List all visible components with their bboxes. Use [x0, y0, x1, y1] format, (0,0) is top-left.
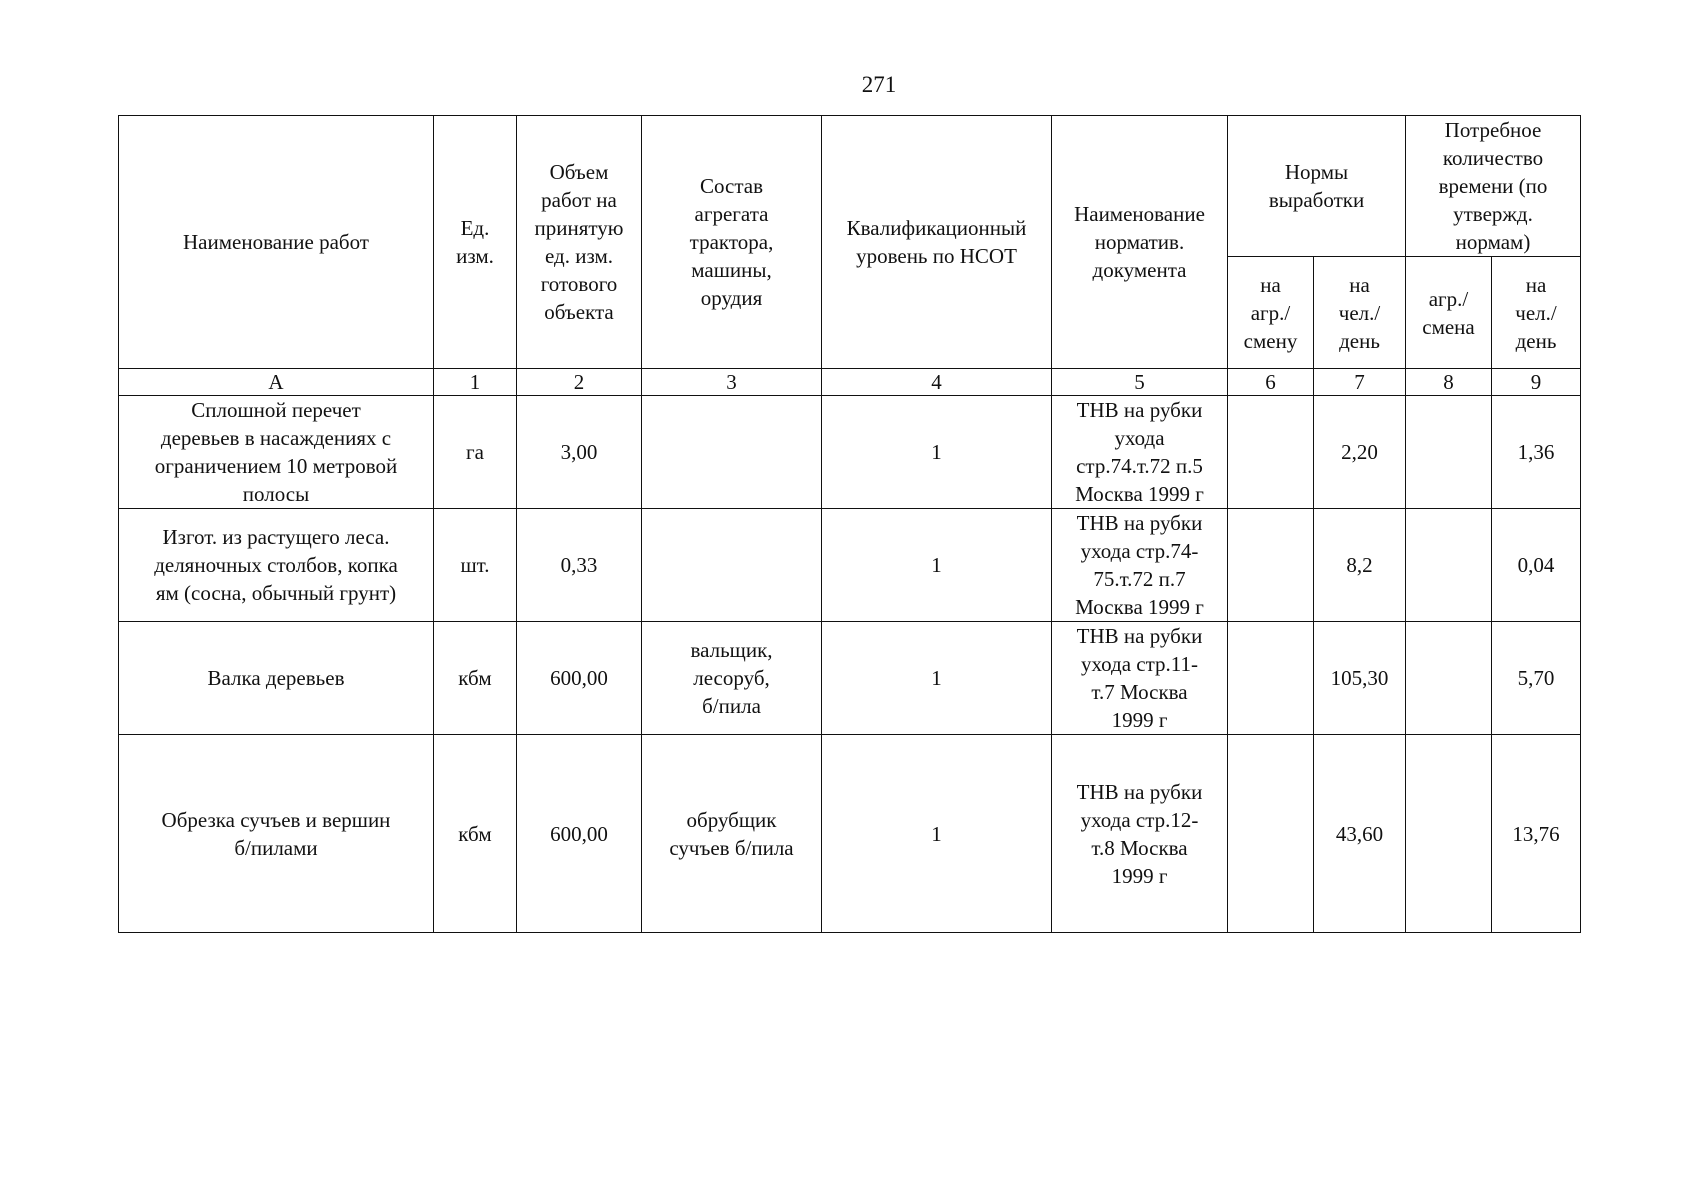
cell-qualification: 1	[822, 735, 1052, 933]
cell-volume: 3,00	[517, 396, 642, 509]
cell-work-name: Изгот. из растущего леса. деляночных столбов, копка ям (сосна, обычный грунт)	[119, 509, 434, 622]
page-number: 271	[861, 72, 897, 97]
cell-unit: кбм	[434, 735, 517, 933]
cell-norm-per-unit	[1228, 622, 1314, 735]
header-qualification: Квалификационный уровень по НСОТ	[822, 116, 1052, 369]
column-index: 7	[1314, 369, 1406, 396]
header-unit: Ед. изм.	[434, 116, 517, 369]
header-row	[119, 116, 1581, 257]
column-index: А	[119, 369, 434, 396]
cell-volume: 600,00	[517, 622, 642, 735]
cell-work-name: Валка деревьев	[119, 622, 434, 735]
header-time-per-unit: агр./ смена	[1406, 257, 1492, 369]
cell-norm-per-person: 8,2	[1314, 509, 1406, 622]
cell-unit: кбм	[434, 622, 517, 735]
cell-document: ТНВ на рубки ухода стр.12- т.8 Москва 1999 г	[1052, 735, 1228, 933]
column-index: 3	[642, 369, 822, 396]
cell-composition: вальщик, лесоруб, б/пила	[642, 622, 822, 735]
header-document: Наименование норматив. документа	[1052, 116, 1228, 369]
header-work-name: Наименование работ	[119, 116, 434, 369]
work-norms-table	[118, 115, 1581, 933]
cell-qualification: 1	[822, 622, 1052, 735]
cell-unit: га	[434, 396, 517, 509]
cell-volume: 600,00	[517, 735, 642, 933]
cell-time-per-unit	[1406, 509, 1492, 622]
cell-qualification: 1	[822, 509, 1052, 622]
cell-time-per-person: 0,04	[1492, 509, 1581, 622]
cell-document: ТНВ на рубки ухода стр.74.т.72 п.5 Москва 1999 г	[1052, 396, 1228, 509]
cell-composition	[642, 396, 822, 509]
cell-norm-per-person: 2,20	[1314, 396, 1406, 509]
cell-norm-per-unit	[1228, 509, 1314, 622]
column-index: 2	[517, 369, 642, 396]
cell-time-per-unit	[1406, 735, 1492, 933]
table-row	[119, 622, 1581, 735]
cell-volume: 0,33	[517, 509, 642, 622]
cell-time-per-person: 1,36	[1492, 396, 1581, 509]
cell-composition: обрубщик сучъев б/пила	[642, 735, 822, 933]
cell-work-name: Сплошной перечет деревьев в насаждениях с ограничением 10 метровой полосы	[119, 396, 434, 509]
table-row	[119, 396, 1581, 509]
table-row	[119, 735, 1581, 933]
header-norms-per-unit: на агр./ смену	[1228, 257, 1314, 369]
cell-composition	[642, 509, 822, 622]
cell-time-per-person: 13,76	[1492, 735, 1581, 933]
column-index: 1	[434, 369, 517, 396]
cell-document: ТНВ на рубки ухода стр.74- 75.т.72 п.7 Москва 1999 г	[1052, 509, 1228, 622]
header-time-per-person: на чел./ день	[1492, 257, 1581, 369]
cell-norm-per-unit	[1228, 396, 1314, 509]
column-index-row	[119, 369, 1581, 396]
column-index: 9	[1492, 369, 1581, 396]
header-norms-per-person: на чел./ день	[1314, 257, 1406, 369]
header-time: Потребное количество времени (по утвержд. нормам)	[1406, 116, 1581, 257]
cell-document: ТНВ на рубки ухода стр.11- т.7 Москва 1999 г	[1052, 622, 1228, 735]
column-index: 6	[1228, 369, 1314, 396]
column-index: 5	[1052, 369, 1228, 396]
cell-unit: шт.	[434, 509, 517, 622]
cell-time-per-unit	[1406, 396, 1492, 509]
column-index: 4	[822, 369, 1052, 396]
column-index: 8	[1406, 369, 1492, 396]
table-row	[119, 509, 1581, 622]
header-norms: Нормы выработки	[1228, 116, 1406, 257]
cell-norm-per-person: 43,60	[1314, 735, 1406, 933]
cell-time-per-unit	[1406, 622, 1492, 735]
cell-qualification: 1	[822, 396, 1052, 509]
header-composition: Состав агрегата трактора, машины, орудия	[642, 116, 822, 369]
cell-work-name: Обрезка сучъев и вершин б/пилами	[119, 735, 434, 933]
header-volume: Объем работ на принятую ед. изм. готового объекта	[517, 116, 642, 369]
cell-norm-per-person: 105,30	[1314, 622, 1406, 735]
cell-norm-per-unit	[1228, 735, 1314, 933]
cell-time-per-person: 5,70	[1492, 622, 1581, 735]
